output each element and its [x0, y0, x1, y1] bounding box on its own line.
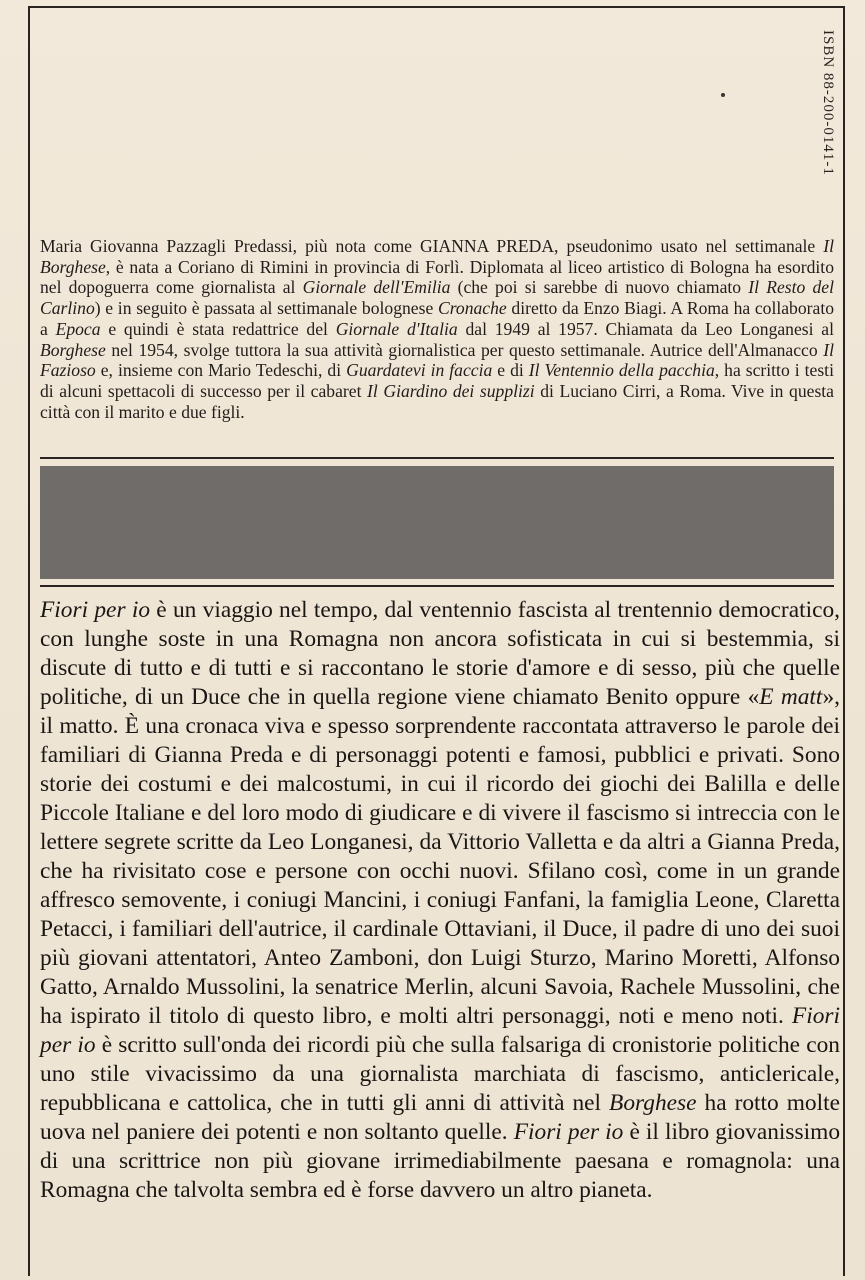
bio-title-borghese: Borghese: [40, 339, 106, 360]
bio-title-giornale-italia: Giornale d'Italia: [335, 318, 458, 339]
bio-title-il-fazioso: Il Fazioso: [40, 339, 834, 381]
bio-title-giardino: Il Giardino dei supplizi: [367, 380, 535, 401]
bio-text-16: e, insieme con Mario Tedeschi, di: [95, 360, 347, 381]
bio-text-22: di Luciano Cirri, a Roma. Vive in questa città con il marito e due figli.: [40, 380, 834, 422]
blurb-text-2: », il matto. È una cronaca viva e spesso sorprendente raccontata attraverso le parole dei familiari di Gianna Preda e di personaggi potenti e famosi, pubblici e privati. Sono storie dei costumi e dei malcostumi, in cui il ricordo dei giochi dei Balilla e delle Piccole Italiane e del loro modo di giudicare e di vivere il fascismo si intreccia con le lettere segrete scritte da Leo Longanesi, da Vittorio Valletta e da altri a Gianna Preda, che ha rivisitato cose e persone con occhi nuovi. Sfilano così, come in un grande affresco semovente, i coniugi Mancini, i coniugi Fanfani, la famiglia Leone, Claretta Petacci, i familiari dell'autrice, il cardinale Ottaviani, il Duce, il padre di uno dei suoi più giovani attentatori, Anteo Zamboni, don Luigi Sturzo, Marino Moretti, Alfonso Gatto, Arnaldo Mussolini, la senatrice Merlin, alcuni Savoia, Rachele Mussolini, che ha ispirato il titolo di questo libro, e molti altri personaggi, noti e meno noti.: [40, 684, 840, 1029]
blurb-e-matt: E matt: [759, 684, 823, 710]
left-border-rule: [28, 6, 30, 1276]
bio-text-10: e quindi è stata redattrice del: [100, 318, 336, 339]
divider-rule-upper: [40, 457, 834, 459]
right-border-rule: [843, 6, 845, 1276]
isbn-code: ISBN 88-200-0141-1: [820, 30, 836, 176]
bio-text-12: dal 1949 al 1957. Chiamata da Leo Longanesi al: [457, 318, 834, 339]
blurb-text-3: è scritto sull'onda dei ricordi più che sulla falsariga di cronistorie politiche con uno stile vivacissimo da una giornalista marchiata di fascismo, anticlericale, repubblicana e cattolica, che in tutti gli anni di attività nel: [40, 1032, 840, 1116]
author-biography: [40, 236, 834, 422]
bio-title-il-borghese: Il Borghese: [40, 236, 834, 277]
blurb-title-1: Fiori per io: [40, 597, 151, 623]
bio-title-guardatevi: Guardatevi in faccia: [346, 360, 493, 381]
bio-text-14: nel 1954, svolge tuttora la sua attività giornalistica per questo settimanale. Autrice dell'Almanacco: [105, 339, 824, 360]
book-blurb: [40, 596, 840, 1205]
blurb-text-5: è il libro giovanissimo di una scrittrice non più giovane irrimediabilmente paesana e romagnola: una Romagna che talvolta sembra ed è forse davvero un altro pianeta.: [40, 1119, 841, 1203]
bio-text-8: diretto da Enzo Biagi. A Roma ha collaborato a: [40, 298, 835, 339]
blurb-borghese: Borghese: [609, 1090, 697, 1116]
biography-paragraph: [40, 236, 834, 422]
gray-band: [40, 466, 834, 579]
bio-text-20: , ha scritto i testi di alcuni spettacoli di successo per il cabaret: [40, 360, 834, 401]
blurb-title-3: Fiori per io: [513, 1119, 624, 1145]
divider-rule-lower: [40, 585, 834, 587]
bio-title-resto-del-carlino: Il Resto del Carlino: [40, 277, 834, 319]
blurb-paragraph: [40, 596, 840, 1205]
blurb-text-1: è un viaggio nel tempo, dal ventennio fascista al trentennio democratico, con lunghe soste in una Romagna non ancora sofisticata in cui si bestemmia, si discute di tutto e di tutti e si raccontano le storie d'amore e di sesso, più che quelle politiche, di un Duce che in quella regione viene chiamato Benito oppure «: [40, 597, 840, 710]
bio-text-2: , è nata a Coriano di Rimini in provincia di Forlì. Diplomata al liceo artistico di Bologna ha esordito nel dopoguerra come giornalista al: [40, 256, 834, 298]
bio-text-18: e di: [492, 360, 529, 381]
bio-text-0: Maria Giovanna Pazzagli Predassi, più nota come GIANNA PREDA, pseudonimo usato nel settimanale: [40, 236, 824, 256]
top-border-rule: [28, 6, 843, 8]
bio-title-giornale-emilia: Giornale dell'Emilia: [302, 277, 451, 298]
printing-dot: [721, 93, 725, 97]
bio-title-ventennio: Il Ventennio della pacchia: [528, 360, 715, 381]
bio-title-epoca: Epoca: [55, 318, 101, 339]
blurb-title-2: Fiori per io: [40, 1003, 840, 1058]
bio-title-cronache: Cronache: [437, 298, 507, 319]
bio-text-6: ) e in seguito è passata al settimanale bolognese: [94, 298, 438, 319]
bio-text-4: (che poi si sarebbe di nuovo chiamato: [450, 277, 749, 298]
blurb-text-4: ha rotto molte uova nel paniere dei potenti e non soltanto quelle.: [40, 1090, 840, 1145]
